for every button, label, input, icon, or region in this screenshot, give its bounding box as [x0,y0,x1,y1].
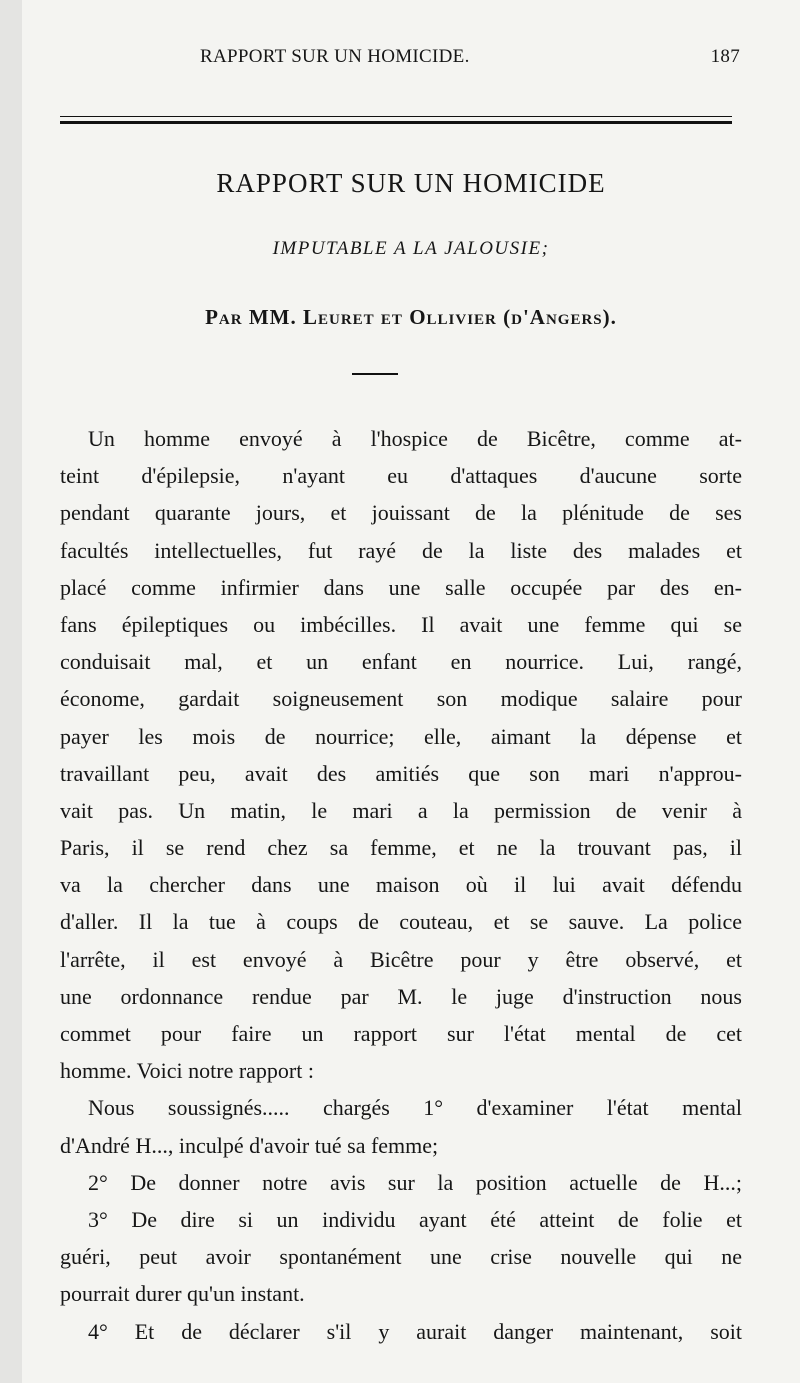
header-rule-thin [60,116,732,117]
body-line: travaillant peu, avait des amitiés que son mari n'approu- [60,760,742,786]
body-line: facultés intellectuelles, fut rayé de la liste des malades et [60,537,742,563]
body-line: pourrait durer qu'un instant. [60,1281,305,1307]
body-line: vait pas. Un matin, le mari a la permission de venir à [60,797,742,823]
body-line: 3° De dire si un individu ayant été atteint de folie et [88,1206,742,1232]
article-body [60,420,742,1350]
body-line: teint d'épilepsie, n'ayant eu d'attaques d'aucune sorte [60,463,742,489]
body-line: conduisait mal, et un enfant en nourrice. Lui, rangé, [60,649,742,675]
body-line: 4° Et de déclarer s'il y aurait danger maintenant, soit [88,1318,742,1344]
body-line: pendant quarante jours, et jouissant de la plénitude de ses [60,500,742,526]
article-authors: Par MM. Leuret et Ollivier (d'Angers). [205,305,617,329]
body-line: fans épileptiques ou imbécilles. Il avait une femme qui se [60,611,742,637]
body-line: économe, gardait soigneusement son modique salaire pour [60,686,742,712]
body-line: d'André H..., inculpé d'avoir tué sa femme; [60,1132,439,1158]
body-line: 2° De donner notre avis sur la position actuelle de H...; [88,1169,742,1195]
body-line: payer les mois de nourrice; elle, aimant la dépense et [60,723,742,749]
body-line: une ordonnance rendue par M. le juge d'instruction nous [60,983,742,1009]
body-line: guéri, peut avoir spontanément une crise nouvelle qui ne [60,1244,742,1270]
running-title: RAPPORT SUR UN HOMICIDE. [200,46,470,67]
body-line: placé comme infirmier dans une salle occupée par des en- [60,574,742,600]
article-subtitle: IMPUTABLE A LA JALOUSIE; [272,238,550,259]
article-title: RAPPORT SUR UN HOMICIDE [216,168,606,198]
body-line: commet pour faire un rapport sur l'état mental de cet [60,1021,742,1046]
body-line: Un homme envoyé à l'hospice de Bicêtre, comme at- [88,426,742,451]
body-line: Nous soussignés..... chargés 1° d'examiner l'état mental [88,1095,742,1121]
body-line: va la chercher dans une maison où il lui avait défendu [60,872,742,898]
section-divider [352,373,398,375]
body-line: homme. Voici notre rapport : [60,1058,314,1084]
body-line: l'arrête, il est envoyé à Bicêtre pour y être observé, et [60,946,742,972]
body-line: d'aller. Il la tue à coups de couteau, et se sauve. La police [60,909,742,935]
page-number: 187 [710,46,740,67]
header-rule-thick [60,121,732,124]
body-line: Paris, il se rend chez sa femme, et ne la trouvant pas, il [60,835,742,861]
